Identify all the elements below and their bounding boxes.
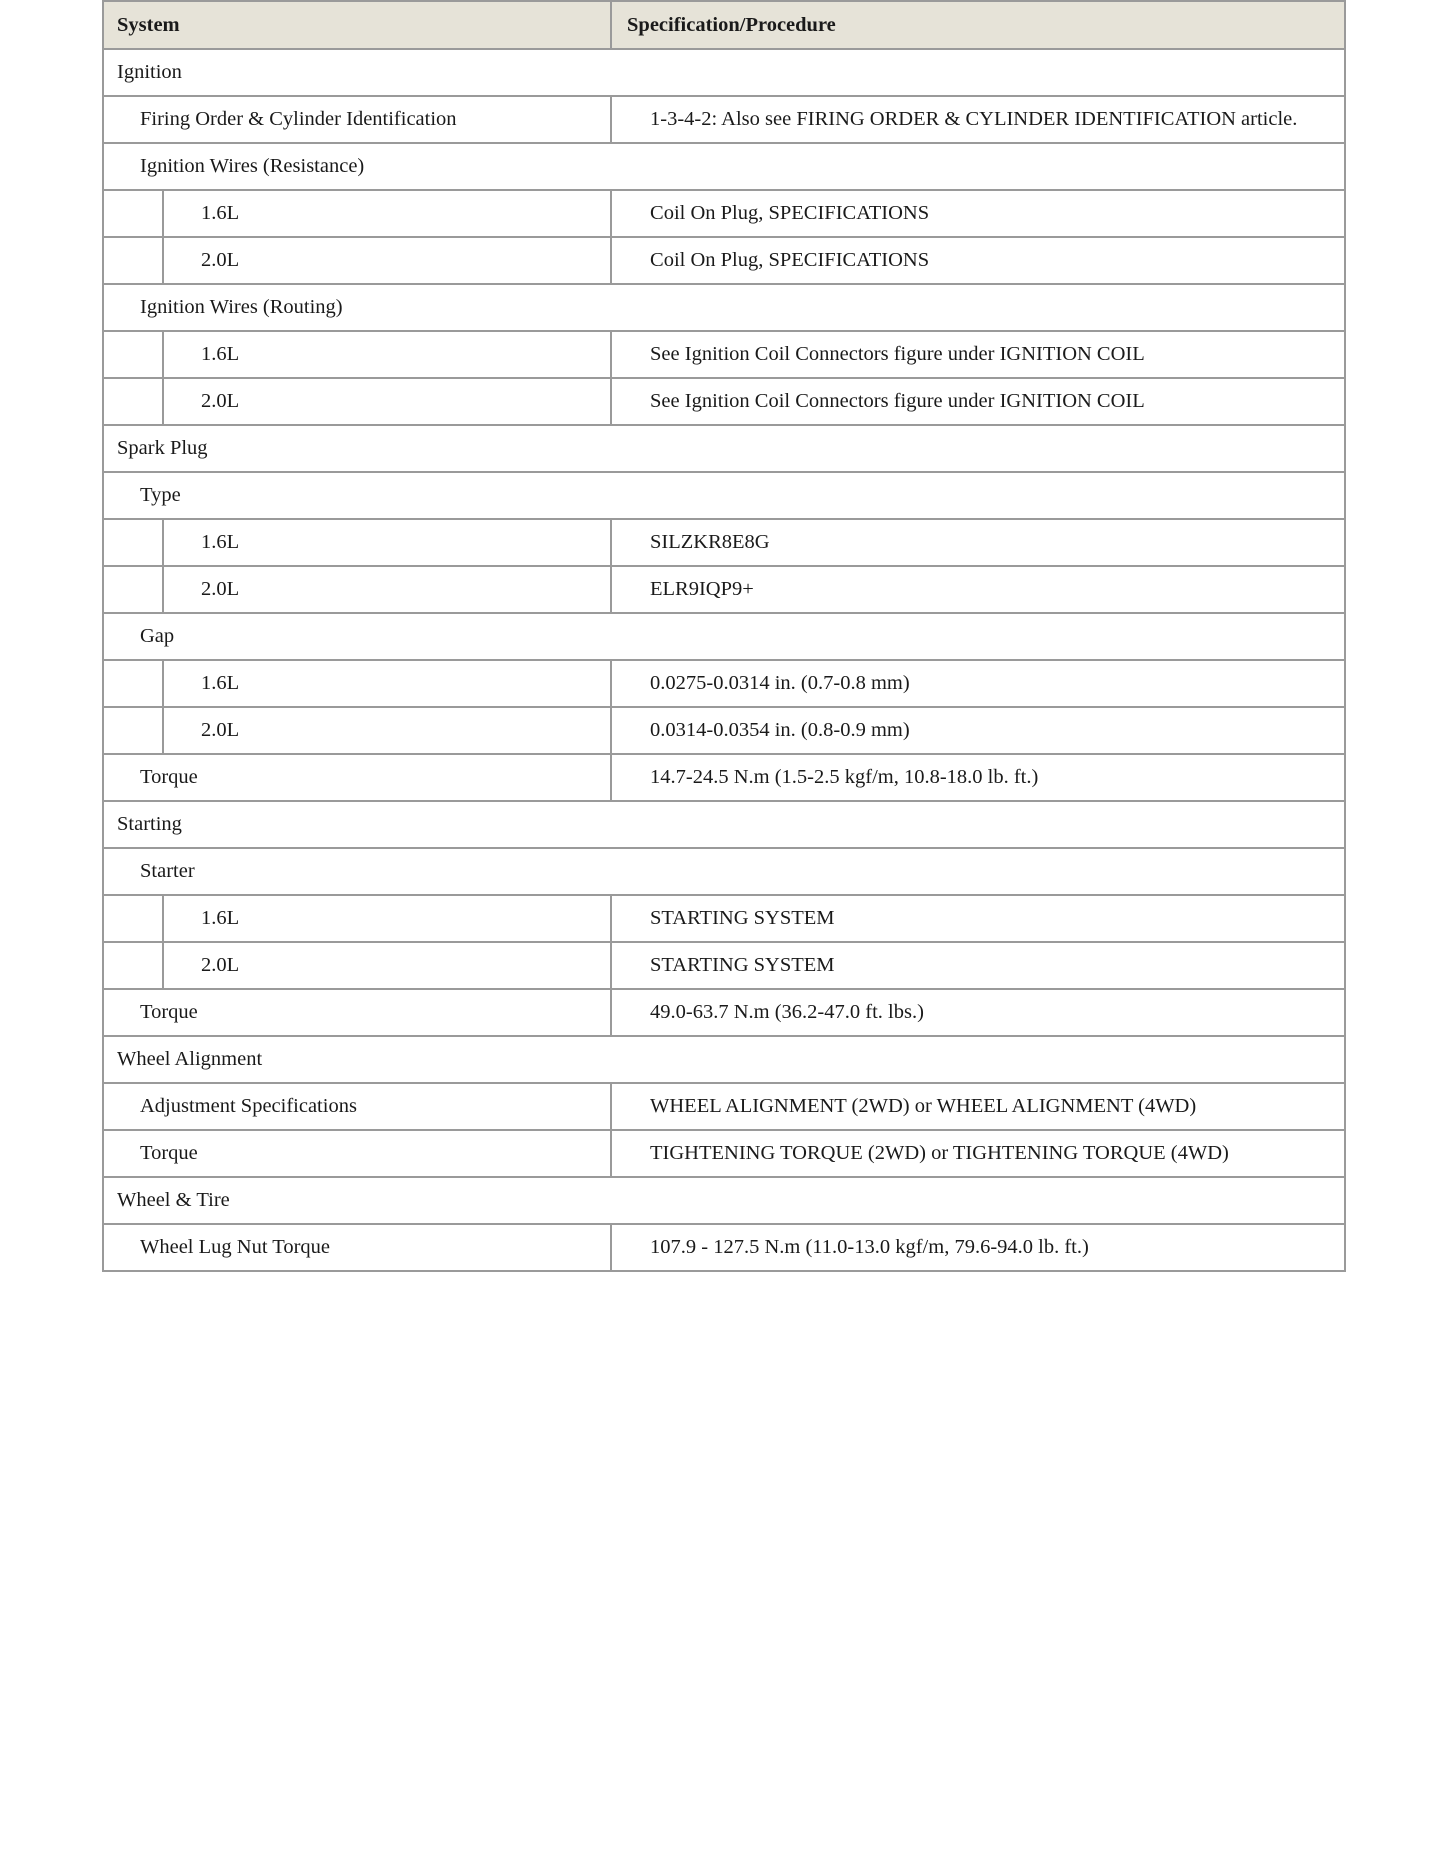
table-row xyxy=(103,1224,1345,1271)
table-row xyxy=(103,143,1345,190)
row-value: WHEEL ALIGNMENT (2WD) or WHEEL ALIGNMENT (4WD) xyxy=(611,1083,1345,1130)
row-label: Firing Order & Cylinder Identification xyxy=(103,96,611,143)
row-value: 0.0275-0.0314 in. (0.7-0.8 mm) xyxy=(611,660,1345,707)
row-label: Starter xyxy=(103,848,1345,895)
section-label: Wheel & Tire xyxy=(103,1177,1345,1224)
table-row xyxy=(103,989,1345,1036)
table-row xyxy=(103,96,1345,143)
table-row xyxy=(103,331,1345,378)
row-value: See Ignition Coil Connectors figure under IGNITION COIL xyxy=(611,378,1345,425)
row-label: 1.6L xyxy=(163,895,611,942)
row-value: STARTING SYSTEM xyxy=(611,895,1345,942)
header-system: System xyxy=(103,1,611,49)
table-row xyxy=(103,707,1345,754)
row-value: TIGHTENING TORQUE (2WD) or TIGHTENING TORQUE (4WD) xyxy=(611,1130,1345,1177)
indent-cell xyxy=(103,378,163,425)
table-row xyxy=(103,848,1345,895)
row-label: Type xyxy=(103,472,1345,519)
row-label: 2.0L xyxy=(163,237,611,284)
section-label: Starting xyxy=(103,801,1345,848)
table-row xyxy=(103,660,1345,707)
indent-cell xyxy=(103,190,163,237)
row-label: Ignition Wires (Resistance) xyxy=(103,143,1345,190)
row-label: 2.0L xyxy=(163,566,611,613)
row-value: STARTING SYSTEM xyxy=(611,942,1345,989)
row-label: 1.6L xyxy=(163,660,611,707)
table-row xyxy=(103,237,1345,284)
table-row xyxy=(103,1177,1345,1224)
row-label: 2.0L xyxy=(163,942,611,989)
indent-cell xyxy=(103,237,163,284)
row-label: Adjustment Specifications xyxy=(103,1083,611,1130)
spec-table xyxy=(102,0,1346,1272)
table-row xyxy=(103,49,1345,96)
section-label: Ignition xyxy=(103,49,1345,96)
row-label: 2.0L xyxy=(163,707,611,754)
table-row xyxy=(103,472,1345,519)
indent-cell xyxy=(103,707,163,754)
row-value: 49.0-63.7 N.m (36.2-47.0 ft. lbs.) xyxy=(611,989,1345,1036)
table-row xyxy=(103,754,1345,801)
header-specification: Specification/Procedure xyxy=(611,1,1345,49)
table-row xyxy=(103,519,1345,566)
table-row xyxy=(103,1083,1345,1130)
section-label: Wheel Alignment xyxy=(103,1036,1345,1083)
table-row xyxy=(103,801,1345,848)
indent-cell xyxy=(103,895,163,942)
row-label: 1.6L xyxy=(163,190,611,237)
section-label: Spark Plug xyxy=(103,425,1345,472)
row-value: ELR9IQP9+ xyxy=(611,566,1345,613)
table-row xyxy=(103,284,1345,331)
row-label: Torque xyxy=(103,754,611,801)
row-label: Gap xyxy=(103,613,1345,660)
row-label: 2.0L xyxy=(163,378,611,425)
table-row xyxy=(103,1130,1345,1177)
table-header-row xyxy=(103,1,1345,49)
table-row xyxy=(103,378,1345,425)
indent-cell xyxy=(103,942,163,989)
row-label: Ignition Wires (Routing) xyxy=(103,284,1345,331)
table-row xyxy=(103,942,1345,989)
row-value: SILZKR8E8G xyxy=(611,519,1345,566)
row-label: 1.6L xyxy=(163,519,611,566)
indent-cell xyxy=(103,566,163,613)
table-row xyxy=(103,895,1345,942)
row-value: 14.7-24.5 N.m (1.5-2.5 kgf/m, 10.8-18.0 lb. ft.) xyxy=(611,754,1345,801)
table-body xyxy=(103,49,1345,1271)
row-label: Torque xyxy=(103,1130,611,1177)
indent-cell xyxy=(103,660,163,707)
table-row xyxy=(103,566,1345,613)
row-value: Coil On Plug, SPECIFICATIONS xyxy=(611,237,1345,284)
table-row xyxy=(103,613,1345,660)
indent-cell xyxy=(103,519,163,566)
row-value: 1-3-4-2: Also see FIRING ORDER & CYLINDER IDENTIFICATION article. xyxy=(611,96,1345,143)
table-row xyxy=(103,1036,1345,1083)
row-value: 0.0314-0.0354 in. (0.8-0.9 mm) xyxy=(611,707,1345,754)
row-value: Coil On Plug, SPECIFICATIONS xyxy=(611,190,1345,237)
table-row xyxy=(103,425,1345,472)
row-value: See Ignition Coil Connectors figure under IGNITION COIL xyxy=(611,331,1345,378)
row-label: Wheel Lug Nut Torque xyxy=(103,1224,611,1271)
table-row xyxy=(103,190,1345,237)
row-label: 1.6L xyxy=(163,331,611,378)
indent-cell xyxy=(103,331,163,378)
row-label: Torque xyxy=(103,989,611,1036)
row-value: 107.9 - 127.5 N.m (11.0-13.0 kgf/m, 79.6-94.0 lb. ft.) xyxy=(611,1224,1345,1271)
